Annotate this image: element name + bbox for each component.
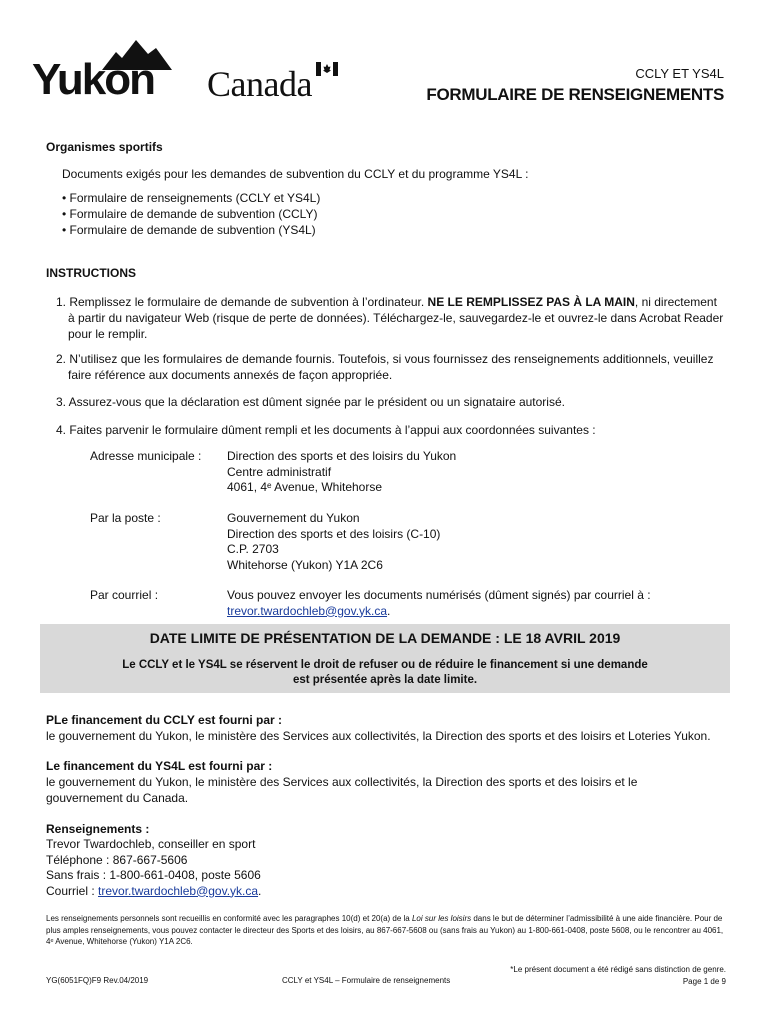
organismes-intro: Documents exigés pour les demandes de subvention du CCLY et du programme YS4L : xyxy=(62,167,529,181)
page-number: Page 1 de 9 xyxy=(682,976,726,986)
contact-email-link[interactable]: trevor.twardochleb@gov.yk.ca xyxy=(98,883,259,898)
canada-flag-icon xyxy=(316,62,338,76)
contact-name: Trevor Twardochleb, conseiller en sport xyxy=(46,837,256,851)
municipal-address: Direction des sports et des loisirs du Yukon Centre administratif 4061, 4ᵉ Avenue, Whitehorse xyxy=(227,449,457,495)
form-code: YG(6051FQ)F9 Rev.04/2019 xyxy=(46,976,149,985)
no-handwriting-warning: NE LE REMPLISSEZ PAS À LA MAIN xyxy=(427,295,635,309)
yukon-wordmark: Yukon xyxy=(32,55,155,104)
email-link[interactable]: trevor.twardochleb@gov.yk.ca xyxy=(227,603,388,618)
deadline-note: Le CCLY et le YS4L se réservent le droit de refuser ou de réduire le financement si une demande est présentée après la date limite. xyxy=(122,659,648,686)
instruction-4: 4. Faites parvenir le formulaire dûment rempli et les documents à l’appui aux coordonnées suivantes : xyxy=(56,423,596,437)
privacy-notice: Les renseignements personnels sont recueillis en conformité avec les paragraphes 10(d) et 20(a) de la Loi sur les loisirs dans le but de déterminer l’admissibilité à une aide financière. Pour de plus amples renseignements, vous pouvez contacter le directeur des Sports et des loisirs, au 867-667-5608 ou (sans frais au Yukon) au 1-800-661-0408, poste 5608, ou le rencontrer au 4061, 4ᵉ Avenue, Whitehorse (Yukon) Y1A 2C6. xyxy=(46,914,724,946)
list-item: • Formulaire de renseignements (CCLY et YS4L) xyxy=(62,191,321,205)
ccly-funding-heading: PLe financement du CCLY est fourni par : xyxy=(46,713,283,727)
yukon-logo xyxy=(32,40,172,106)
document-code: CCLY ET YS4L xyxy=(635,66,724,81)
contact-phone: Téléphone : 867-667-5606 xyxy=(46,852,188,867)
footer-right xyxy=(510,964,726,987)
deadline-box xyxy=(40,624,730,693)
municipal-address-label: Adresse municipale : xyxy=(90,449,202,463)
ys4l-funding-heading: Le financement du YS4L est fourni par : xyxy=(46,759,273,773)
document-title: FORMULAIRE DE RENSEIGNEMENTS xyxy=(426,85,724,104)
instructions-heading: INSTRUCTIONS xyxy=(46,266,136,280)
canada-wordmark: Canada xyxy=(207,64,312,104)
mail-address-label: Par la poste : xyxy=(90,511,161,525)
footer-title: CCLY et YS4L – Formulaire de renseignements xyxy=(282,976,451,985)
required-documents-list xyxy=(62,190,320,238)
contact-tollfree: Sans frais : 1-800-661-0408, poste 5606 xyxy=(46,868,261,882)
contact-block xyxy=(46,837,726,899)
list-item: • Formulaire de demande de subvention (CCLY) xyxy=(62,207,318,221)
mail-address: Gouvernement du Yukon Direction des sports et des loisirs (C-10) C.P. 2703 Whitehorse (Yukon) Y1A 2C6 xyxy=(227,511,441,572)
deadline-title: DATE LIMITE DE PRÉSENTATION DE LA DEMANDE : LE 18 AVRIL 2019 xyxy=(149,630,621,646)
email-address-block: Vous pouvez envoyer les documents numérisés (dûment signés) par courriel à : trevor.twardochleb@gov.yk.ca. xyxy=(227,588,651,618)
instruction-1: 1. Remplissez le formulaire de demande de subvention à l’ordinateur. NE LE REMPLISSEZ PAS À LA MAIN, ni directement à partir du navigateur Web (risque de perte de données). Téléchargez-le, sauvegardez-le et ouvrez-le dans Acrobat Reader pour le remplir. xyxy=(56,295,724,341)
instruction-2: 2. N’utilisez que les formulaires de demande fournis. Toutefois, si vous fournissez des renseignements additionnels, veuillez faire référence aux documents annexés de façon appropriée. xyxy=(56,352,714,382)
email-address-label: Par courriel : xyxy=(90,588,159,602)
list-item: • Formulaire de demande de subvention (YS4L) xyxy=(62,223,316,237)
ys4l-funding-text: le gouvernement du Yukon, le ministère des Services aux collectivités, la Direction des sports et des loisirs et le gouvernement du Canada. xyxy=(46,775,638,805)
instruction-3: 3. Assurez-vous que la déclaration est dûment signée par le président ou un signataire autorisé. xyxy=(56,395,565,409)
ccly-funding-text: le gouvernement du Yukon, le ministère des Services aux collectivités, la Direction des sports et des loisirs et Loteries Yukon. xyxy=(46,729,711,743)
contact-email: Courriel : trevor.twardochleb@gov.yk.ca. xyxy=(46,883,262,898)
organismes-heading: Organismes sportifs xyxy=(46,140,163,154)
contact-heading: Renseignements : xyxy=(46,822,150,836)
gender-note: *Le présent document a été rédigé sans distinction de genre. xyxy=(510,965,726,974)
